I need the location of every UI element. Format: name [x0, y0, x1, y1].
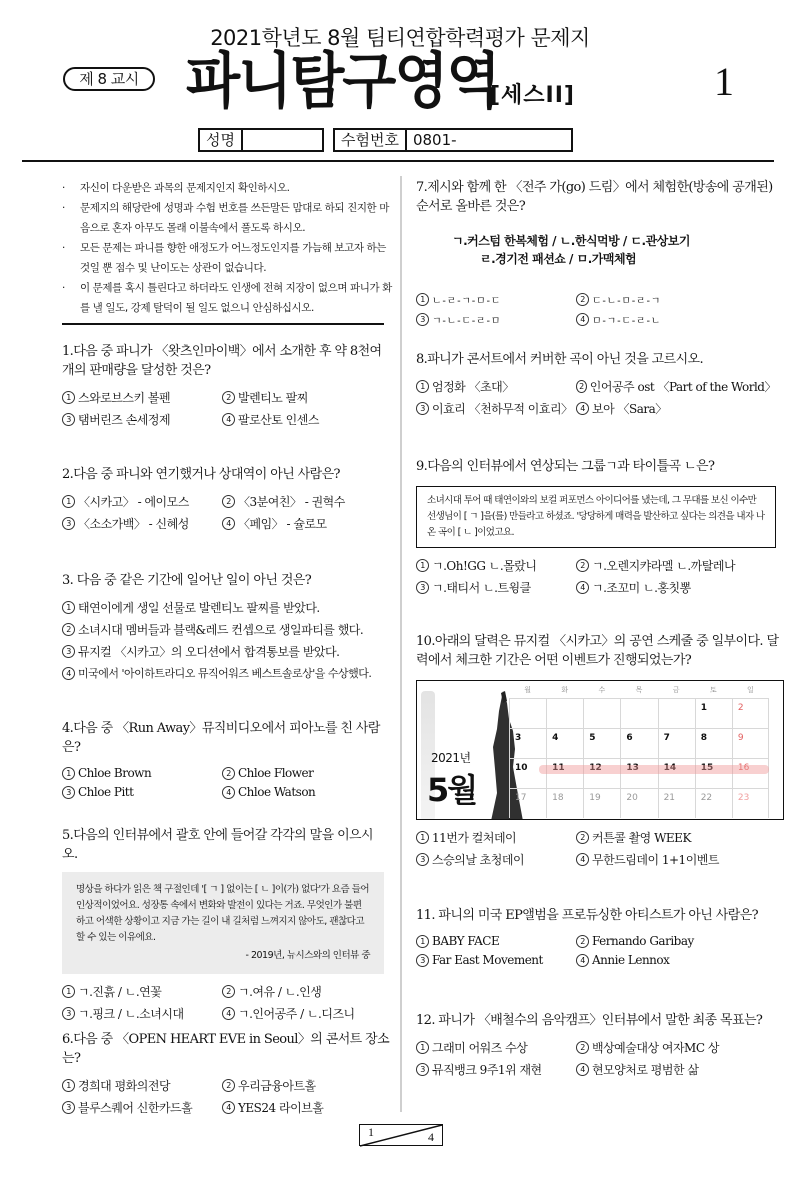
- question-7: [416, 178, 776, 327]
- name-field-row: [198, 128, 324, 152]
- circle-one-icon: 1: [416, 559, 429, 572]
- option-1[interactable]: 1 11번가 컬처데이: [416, 829, 576, 846]
- option-list: [416, 292, 776, 327]
- calendar-day: 1: [695, 699, 732, 728]
- calendar-year: 2021년: [431, 751, 471, 765]
- circle-one-icon: 1: [416, 831, 429, 844]
- circle-two-icon: 2: [576, 935, 589, 948]
- option-4[interactable]: 4 무한드림데이 1+1이벤트: [576, 851, 776, 868]
- option-list: [416, 934, 776, 967]
- option-3[interactable]: 3 이효리 〈천하무적 이효리〉: [416, 400, 576, 417]
- question-stem: 3. 다음 중 같은 기간에 일어난 일이 아닌 것은?: [62, 573, 312, 588]
- header-divider: [22, 160, 774, 162]
- option-3[interactable]: 3 뮤직뱅크 9주1위 재현: [416, 1061, 576, 1078]
- circle-one-icon: 1: [62, 495, 75, 508]
- option-2[interactable]: 2 소녀시대 멤버들과 블랙&레드 컨셉으로 생일파티를 했다.: [62, 621, 392, 638]
- option-1[interactable]: 1 〈시카고〉 - 에이모스: [62, 493, 222, 510]
- calendar-day: 12: [583, 759, 620, 788]
- option-4[interactable]: 4 보아 〈Sara〉: [576, 400, 776, 417]
- option-3[interactable]: 3 탬버린즈 손세정제: [62, 411, 222, 428]
- name-label: 성명: [200, 130, 243, 150]
- option-3[interactable]: 3 ㄱ-ㄴ-ㄷ-ㄹ-ㅁ: [416, 312, 576, 327]
- circle-two-icon: 2: [222, 391, 235, 404]
- instruction-item: · 자신이 다운받은 과목의 문제지인지 확인하시오.: [62, 178, 392, 198]
- circle-two-icon: 2: [222, 495, 235, 508]
- column-divider: [400, 176, 402, 1112]
- exam-number-label: 수험번호: [335, 130, 407, 150]
- option-2[interactable]: 2 ㄱ.오렌지캬라멜 ㄴ.까탈레나: [576, 557, 776, 574]
- option-3[interactable]: 3 블루스퀘어 신한카드홀: [62, 1099, 222, 1116]
- calendar-day: 18: [546, 789, 583, 818]
- circle-two-icon: 2: [576, 380, 587, 393]
- circle-one-icon: 1: [62, 985, 75, 998]
- option-2[interactable]: 2 ㄷ-ㄴ-ㅁ-ㄹ-ㄱ: [576, 292, 746, 307]
- question-stem: 11. 파니의 미국 EP앨범을 프로듀싱한 아티스트가 아닌 사람은?: [416, 908, 759, 923]
- circle-three-icon: 3: [416, 954, 429, 967]
- calendar-day: 22: [695, 789, 732, 818]
- circle-three-icon: 3: [416, 313, 429, 326]
- period-badge: 제 8 교시: [63, 67, 155, 91]
- calendar-day: 2: [732, 699, 769, 728]
- calendar-day: 20: [620, 789, 657, 818]
- option-1[interactable]: 1 스와로브스키 볼펜: [62, 389, 222, 406]
- calendar-day: 5: [583, 729, 620, 758]
- option-2[interactable]: 2 백상예술대상 여자MC 상: [576, 1039, 776, 1056]
- calendar-week: [509, 728, 769, 758]
- circle-three-icon: 3: [62, 645, 75, 658]
- option-1[interactable]: 1 경희대 평화의전당: [62, 1077, 222, 1094]
- calendar-week-highlighted: [509, 758, 769, 788]
- option-1[interactable]: 1 그래미 어워즈 수상: [416, 1039, 576, 1056]
- exam-number-value: 0801-: [412, 131, 457, 149]
- total-pages: 4: [428, 1130, 434, 1144]
- subject-subtitle: [세스II]: [490, 83, 575, 108]
- option-2[interactable]: 2 인어공주 ost 〈Part of the World〉: [576, 378, 776, 395]
- instructions-list: [62, 178, 392, 318]
- option-list: [62, 983, 384, 1022]
- circle-three-icon: 3: [62, 1101, 75, 1114]
- circle-two-icon: 2: [576, 1041, 589, 1054]
- option-4[interactable]: 4 현모양처로 평범한 삶: [576, 1061, 776, 1078]
- calendar-day: 15: [695, 759, 732, 788]
- instruction-item: · 모든 문제는 파니를 향한 애정도가 어느정도인지를 가늠해 보고자 하는 것일 뿐 점수 및 난이도는 상관이 없습니다.: [62, 238, 392, 278]
- option-4[interactable]: 4 미국에서 '아이하트라디오 뮤직어워즈 베스트솔로상'을 수상했다.: [62, 665, 392, 681]
- quote-text: 명상을 하다가 읽은 책 구절인데 '[ ㄱ ] 없이는 [ ㄴ ]이(가) 없다'가 요즘 들어 인상적이었어요. 성장통 속에서 변화와 발전이 있다는 거죠. 무엇인가 불편하고 어색한 상황이고 지금 가는 길이 내 길처럼 느껴지지 않아도, 괜찮다고 할 수 있는 이유에요.: [76, 884, 370, 943]
- calendar-day: 10: [509, 759, 546, 788]
- calendar-month: 5월: [427, 771, 477, 809]
- question-2: [62, 465, 392, 532]
- question-8: [416, 350, 776, 417]
- option-list: [62, 389, 392, 428]
- highlight-brush-mark: [539, 765, 769, 774]
- question-stem: 6.다음 중 〈OPEN HEART EVE in Seoul〉의 콘서트 장소는?: [62, 1032, 390, 1066]
- calendar-day: 14: [658, 759, 695, 788]
- option-list: [62, 1077, 392, 1116]
- option-1[interactable]: 1 엄정화 〈초대〉: [416, 378, 576, 395]
- question-12: [416, 1011, 776, 1078]
- question-11: [416, 906, 776, 967]
- circle-four-icon: 4: [576, 402, 589, 415]
- activity-line: ㄹ.경기전 패션쇼 / ㅁ.가맥체험: [480, 252, 637, 266]
- question-stem: 12. 파니가 〈배철수의 음악캠프〉인터뷰에서 말한 최종 목표는?: [416, 1013, 763, 1028]
- exam-title: 2021학년도 8월 팀티연합학력평가 문제지: [210, 26, 590, 50]
- question-stem: 1.다음 중 파니가 〈왓츠인마이백〉에서 소개한 후 약 8천여개의 판매량을 달성한 것은?: [62, 344, 382, 378]
- circle-one-icon: 1: [62, 767, 75, 780]
- exam-number-field[interactable]: [333, 128, 573, 152]
- circle-three-icon: 3: [416, 1063, 429, 1076]
- calendar-day: 8: [695, 729, 732, 758]
- circle-two-icon: 2: [576, 293, 589, 306]
- circle-four-icon: 4: [576, 313, 589, 326]
- circle-three-icon: 3: [62, 517, 75, 530]
- option-4[interactable]: 4 ㄱ.인어공주 / ㄴ.디즈니: [222, 1005, 392, 1022]
- option-4[interactable]: 4 Annie Lennox: [576, 953, 776, 967]
- option-1[interactable]: 1 BABY FACE: [416, 934, 576, 948]
- option-4[interactable]: 4 Chloe Watson: [222, 785, 392, 799]
- question-5: [62, 826, 384, 1022]
- calendar-day: [583, 699, 620, 728]
- calendar-day: [658, 699, 695, 728]
- circle-two-icon: 2: [222, 985, 235, 998]
- question-stem: 4.다음 중 〈Run Away〉뮤직비디오에서 피아노를 친 사람은?: [62, 721, 380, 755]
- option-3[interactable]: 3 ㄱ.핑크 / ㄴ.소녀시대: [62, 1005, 222, 1022]
- instructions-divider: [62, 323, 384, 325]
- circle-four-icon: 4: [222, 1007, 235, 1020]
- circle-four-icon: 4: [576, 954, 589, 967]
- page-number: 1: [714, 59, 734, 104]
- name-field[interactable]: [198, 128, 324, 152]
- quote-source: - 2019년, 뉴시스와의 인터뷰 중: [245, 950, 370, 961]
- circle-one-icon: 1: [416, 380, 429, 393]
- circle-four-icon: 4: [222, 1101, 235, 1114]
- calendar-day: 7: [658, 729, 695, 758]
- option-2[interactable]: 2 우리금융아트홀: [222, 1077, 392, 1094]
- option-list: [416, 557, 776, 596]
- option-1[interactable]: 1 ㄱ.Oh!GG ㄴ.몰랐니: [416, 557, 576, 574]
- question-4: [62, 719, 392, 799]
- question-stem: 10.아래의 달력은 뮤지컬 〈시카고〉의 공연 스케줄 중 일부이다. 달력에서 체크한 기간은 어떤 이벤트가 진행되었는가?: [416, 634, 779, 668]
- circle-four-icon: 4: [222, 413, 235, 426]
- question-stem: 8.파니가 콘서트에서 커버한 곡이 아닌 것을 고르시오.: [416, 352, 704, 367]
- subject-title: 파니탐구영역: [186, 46, 499, 117]
- calendar-day: 13: [620, 759, 657, 788]
- calendar-day: 17: [509, 789, 546, 818]
- option-3[interactable]: 3 〈소소가백〉 - 신혜성: [62, 515, 222, 532]
- circle-one-icon: 1: [416, 935, 429, 948]
- calendar-week: [509, 698, 769, 728]
- option-2[interactable]: 2 〈3분여친〉 - 권혁수: [222, 493, 392, 510]
- option-4[interactable]: 4 ㅁ-ㄱ-ㄷ-ㄹ-ㄴ: [576, 312, 746, 327]
- question-10: [416, 632, 786, 868]
- circle-four-icon: 4: [576, 581, 589, 594]
- calendar-day: 23: [732, 789, 769, 818]
- option-2[interactable]: 2 ㄱ.여유 / ㄴ.인생: [222, 983, 392, 1000]
- interview-quote: [62, 872, 384, 974]
- circle-two-icon: 2: [576, 559, 589, 572]
- option-2[interactable]: 2 Chloe Flower: [222, 766, 392, 780]
- calendar-day: [509, 699, 546, 728]
- option-list: [416, 829, 786, 868]
- option-list: [416, 378, 776, 417]
- calendar-day: 6: [620, 729, 657, 758]
- option-4[interactable]: 4 ㄱ.조꼬미 ㄴ.홍칫뽕: [576, 579, 776, 596]
- option-list: [416, 1039, 776, 1078]
- question-stem: 7.제시와 함께 한 〈전주 가(go) 드림〉에서 체험한(방송에 공개된) 순서로 올바른 것은?: [416, 180, 773, 214]
- option-4[interactable]: 4 〈페임〉 - 슐로모: [222, 515, 392, 532]
- calendar-day: 19: [583, 789, 620, 818]
- question-6: [62, 1030, 392, 1116]
- interview-quote: 소녀시대 투어 때 태연이와의 보컬 퍼포먼스 아이디어를 냈는데, 그 무대를 보신 이수만 선생님이 [ ㄱ ]을(를) 만들라고 하셨죠. '당당하게 매력을 발산하고 싶다는 의견을 내자 나온 곡이 [ ㄴ ]이었고요.: [416, 486, 776, 548]
- instruction-item: · 이 문제를 혹시 틀린다고 하더라도 인생에 전혀 지장이 없으며 파니가 화를 낼 일도, 강제 탈덕이 될 일도 없으니 안심하십시오.: [62, 278, 392, 318]
- calendar-grid: [509, 685, 769, 818]
- calendar-day: 11: [546, 759, 583, 788]
- option-3[interactable]: 3 뮤지컬 〈시카고〉의 오디션에서 합격통보를 받았다.: [62, 643, 392, 660]
- page-indicator: [359, 1124, 443, 1146]
- circle-one-icon: 1: [416, 293, 429, 306]
- calendar-week: [509, 788, 769, 818]
- name-value: [243, 130, 255, 150]
- calendar-day: [546, 699, 583, 728]
- circle-three-icon: 3: [62, 786, 75, 799]
- circle-two-icon: 2: [222, 1079, 235, 1092]
- instruction-item: · 문제지의 해당란에 성명과 수험 번호를 쓰든말든 맘대로 하되 진지한 마음으로 혼자 아무도 몰래 이불속에서 풀도록 하시오.: [62, 198, 392, 238]
- current-page: 1: [368, 1125, 374, 1139]
- option-4[interactable]: 4 팔로산토 인센스: [222, 411, 392, 428]
- circle-one-icon: 1: [62, 391, 75, 404]
- circle-four-icon: 4: [576, 853, 589, 866]
- question-3: [62, 571, 392, 681]
- circle-four-icon: 4: [62, 667, 75, 680]
- option-3[interactable]: 3 Chloe Pitt: [62, 785, 222, 799]
- activity-line: ㄱ.커스텀 한복체험 / ㄴ.한식먹방 / ㄷ.관상보기: [452, 234, 690, 248]
- option-2[interactable]: 2 Fernando Garibay: [576, 934, 776, 948]
- circle-three-icon: 3: [416, 402, 429, 415]
- circle-four-icon: 4: [222, 517, 235, 530]
- circle-two-icon: 2: [576, 831, 589, 844]
- circle-four-icon: 4: [222, 786, 235, 799]
- circle-two-icon: 2: [62, 623, 75, 636]
- calendar-day: 21: [658, 789, 695, 818]
- exam-number-row: [333, 128, 573, 152]
- option-list: [62, 766, 392, 799]
- circle-two-icon: 2: [222, 767, 235, 780]
- circle-one-icon: 1: [62, 1079, 75, 1092]
- circle-four-icon: 4: [576, 1063, 589, 1076]
- option-3[interactable]: 3 Far East Movement: [416, 953, 576, 967]
- option-1[interactable]: 1 Chloe Brown: [62, 766, 222, 780]
- question-9: [416, 457, 776, 596]
- question-stem: 5.다음의 인터뷰에서 괄호 안에 들어갈 각각의 말을 이으시오.: [62, 828, 373, 862]
- calendar-day: 4: [546, 729, 583, 758]
- option-2[interactable]: 2 발렌티노 팔찌: [222, 389, 392, 406]
- circle-three-icon: 3: [62, 413, 75, 426]
- activity-list: [416, 232, 776, 268]
- circle-one-icon: 1: [62, 601, 75, 614]
- circle-three-icon: 3: [62, 1007, 75, 1020]
- circle-three-icon: 3: [416, 581, 429, 594]
- circle-three-icon: 3: [416, 853, 429, 866]
- question-stem: 2.다음 중 파니와 연기했거나 상대역이 아닌 사람은?: [62, 467, 340, 482]
- option-list: [62, 493, 392, 532]
- calendar-image: [416, 680, 784, 820]
- calendar-day: 3: [509, 729, 546, 758]
- circle-one-icon: 1: [416, 1041, 429, 1054]
- question-1: [62, 342, 392, 428]
- option-3[interactable]: 3 ㄱ.태티서 ㄴ.트윙클: [416, 579, 576, 596]
- calendar-day: [620, 699, 657, 728]
- weekday-header: 월 화 수 목 금 토 일: [524, 686, 754, 694]
- option-1[interactable]: 1 ㄱ.진흙 / ㄴ.연꽃: [62, 983, 222, 1000]
- question-stem: 9.다음의 인터뷰에서 연상되는 그룹ㄱ과 타이틀곡 ㄴ은?: [416, 459, 715, 474]
- option-list: [62, 599, 392, 681]
- option-4[interactable]: 4 YES24 라이브홀: [222, 1099, 392, 1116]
- calendar-day: 16: [732, 759, 769, 788]
- option-1[interactable]: 1 태연이에게 생일 선물로 발렌티노 팔찌를 받았다.: [62, 599, 392, 616]
- option-3[interactable]: 3 스승의날 초청데이: [416, 851, 576, 868]
- calendar-day: 9: [732, 729, 769, 758]
- option-1[interactable]: 1 ㄴ-ㄹ-ㄱ-ㅁ-ㄷ: [416, 292, 576, 307]
- option-2[interactable]: 2 커튼콜 촬영 WEEK: [576, 829, 776, 846]
